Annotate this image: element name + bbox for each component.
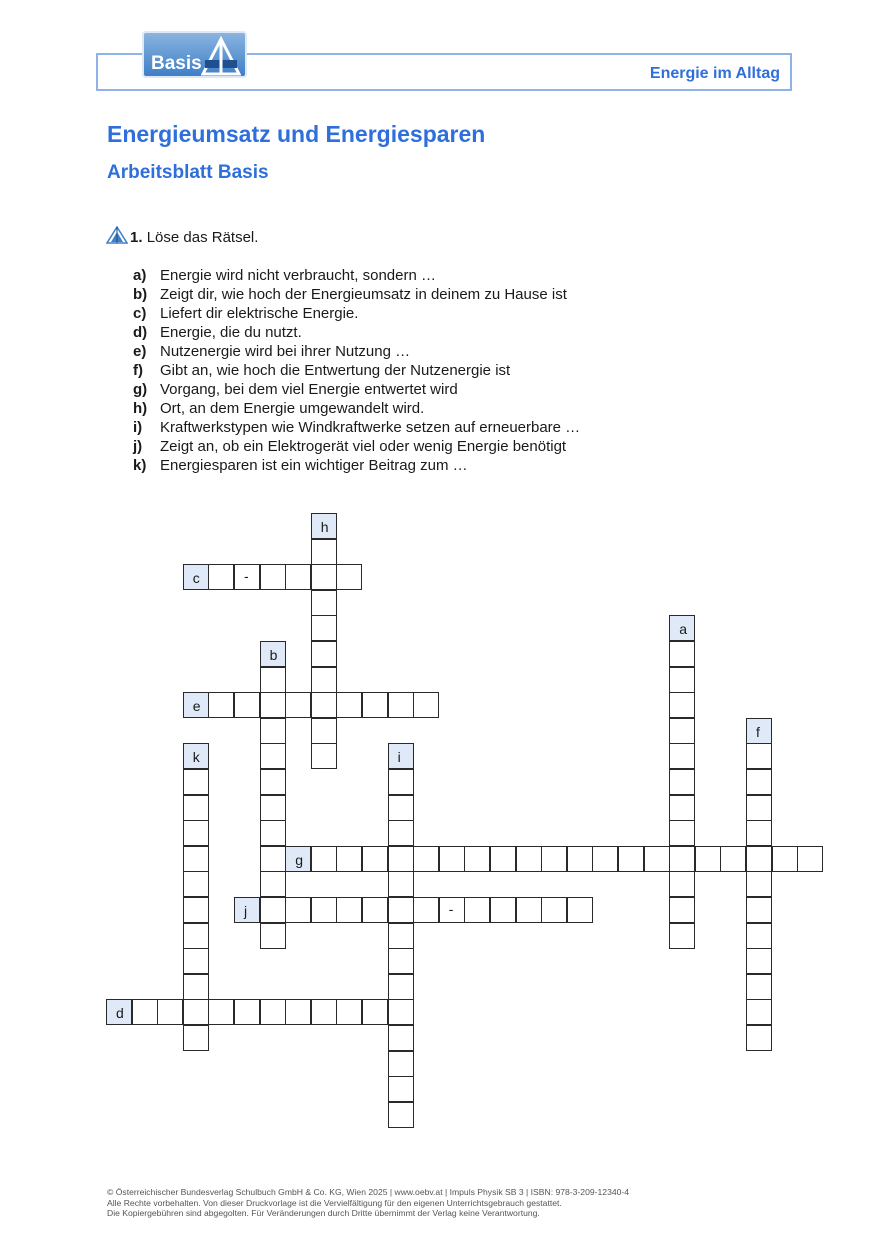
crossword-cell[interactable] [567,846,593,872]
crossword-cell[interactable] [516,846,542,872]
crossword-start-cell-h[interactable]: h [311,513,337,539]
crossword-start-cell-k[interactable]: k [183,743,209,769]
crossword-cell[interactable] [669,897,695,923]
crossword-cell[interactable] [567,897,593,923]
crossword-cell[interactable] [644,846,670,872]
crossword-cell[interactable] [260,718,286,744]
logo-text: Basis [151,53,202,74]
basis-logo [142,31,247,78]
crossword-cell[interactable] [260,795,286,821]
clue-text: Gibt an, wie hoch die Entwertung der Nutzenergie ist [160,362,511,379]
crossword-cell[interactable] [746,974,772,1000]
crossword-cell[interactable] [285,897,311,923]
crossword-cell[interactable] [695,846,721,872]
logo-triangle-icon [201,36,241,76]
crossword-cell[interactable] [388,846,414,872]
crossword-cell[interactable] [388,948,414,974]
crossword-cell[interactable] [234,999,260,1025]
crossword-cell[interactable] [183,820,209,846]
copyright-footer [107,1187,629,1219]
crossword-cell[interactable] [797,846,823,872]
crossword-cell[interactable] [311,641,337,667]
crossword-start-cell-f[interactable]: f [746,718,772,744]
crossword-cell[interactable] [183,999,209,1025]
crossword-cell[interactable] [311,999,337,1025]
crossword-cell[interactable] [464,897,490,923]
crossword-cell[interactable] [746,769,772,795]
crossword-cell[interactable] [669,871,695,897]
page-subtitle: Arbeitsblatt Basis [107,162,269,183]
crossword-start-cell-d[interactable]: d [106,999,132,1025]
clue-text: Ort, an dem Energie umgewandelt wird. [160,400,425,417]
clue-item [133,361,580,380]
crossword-cell[interactable] [388,795,414,821]
crossword-cell[interactable] [285,692,311,718]
clue-letter: c) [133,305,147,322]
footer-line: Die Kopiergebühren sind abgegolten. Für Veränderungen durch Dritte übernimmt der Verlag keine Verantwortung. [107,1208,540,1218]
crossword-cell[interactable] [720,846,746,872]
crossword-dash-cell[interactable]: - [439,897,465,923]
crossword-cell[interactable] [260,846,286,872]
crossword-cell[interactable] [388,897,414,923]
crossword-cell[interactable] [388,820,414,846]
crossword-cell[interactable] [516,897,542,923]
clue-item [133,399,580,418]
crossword-cell[interactable] [669,820,695,846]
crossword-cell[interactable] [260,692,286,718]
crossword-cell[interactable] [183,1025,209,1051]
clue-text: Zeigt an, ob ein Elektrogerät viel oder wenig Energie benötigt [160,438,567,455]
crossword-cell[interactable] [669,641,695,667]
clue-item [133,342,580,361]
crossword-cell[interactable] [388,871,414,897]
crossword-cell[interactable] [183,948,209,974]
clue-letter: j) [133,438,143,455]
crossword-cell[interactable] [490,897,516,923]
crossword-cell[interactable] [541,846,567,872]
crossword-cell[interactable] [362,692,388,718]
crossword-cell[interactable] [669,667,695,693]
crossword-cell[interactable] [234,692,260,718]
crossword-start-cell-a[interactable]: a [669,615,695,641]
crossword-cell[interactable] [285,999,311,1025]
crossword-cell[interactable] [157,999,183,1025]
crossword-start-cell-e[interactable]: e [183,692,209,718]
crossword-cell[interactable] [772,846,798,872]
crossword-cell[interactable] [183,974,209,1000]
crossword-cell[interactable] [362,999,388,1025]
crossword-cell[interactable] [183,897,209,923]
clue-item [133,285,580,304]
crossword-start-cell-c[interactable]: c [183,564,209,590]
clue-item [133,304,580,323]
crossword-cell[interactable] [746,846,772,872]
crossword-cell[interactable] [746,948,772,974]
crossword-cell[interactable] [669,923,695,949]
crossword-cell[interactable] [362,846,388,872]
crossword-start-cell-i[interactable]: i [388,743,414,769]
clue-letter: g) [133,381,148,398]
clue-letter: i) [133,419,143,436]
crossword-cell[interactable] [439,846,465,872]
crossword-cell[interactable] [311,590,337,616]
crossword-cell[interactable] [388,1102,414,1128]
crossword-cell[interactable] [388,1025,414,1051]
crossword-cell[interactable] [208,564,234,590]
clue-item [133,437,580,456]
crossword-cell[interactable] [669,795,695,821]
crossword-dash-cell[interactable]: - [234,564,260,590]
crossword-cell[interactable] [260,564,286,590]
clue-list [133,266,580,475]
crossword-cell[interactable] [260,820,286,846]
clue-letter: f) [133,362,143,379]
crossword-cell[interactable] [746,871,772,897]
level-triangle-icon [106,226,128,244]
crossword-cell[interactable] [413,897,439,923]
task-text: Löse das Rätsel. [146,229,259,246]
crossword-cell[interactable] [260,743,286,769]
clue-letter: b) [133,286,148,303]
crossword-cell[interactable] [362,897,388,923]
crossword-cell[interactable] [260,923,286,949]
clue-item [133,456,580,475]
clue-item [133,266,580,285]
crossword-cell[interactable] [260,769,286,795]
crossword-start-cell-j[interactable]: j [234,897,260,923]
crossword-cell[interactable] [311,615,337,641]
crossword-cell[interactable] [260,667,286,693]
crossword-cell[interactable] [746,1025,772,1051]
crossword-cell[interactable] [260,871,286,897]
crossword-cell[interactable] [311,539,337,565]
crossword-cell[interactable] [746,999,772,1025]
clue-letter: h) [133,400,148,417]
crossword-cell[interactable] [208,999,234,1025]
crossword-cell[interactable] [746,820,772,846]
task-instruction [130,229,258,246]
crossword-start-cell-b[interactable]: b [260,641,286,667]
crossword-cell[interactable] [669,718,695,744]
clue-text: Vorgang, bei dem viel Energie entwertet wird [160,381,458,398]
clue-letter: a) [133,267,147,284]
crossword-cell[interactable] [388,692,414,718]
clue-text: Kraftwerkstypen wie Windkraftwerke setzen auf erneuerbare … [160,419,581,436]
crossword-cell[interactable] [311,743,337,769]
clue-text: Energie wird nicht verbraucht, sondern … [160,267,436,284]
crossword-cell[interactable] [183,769,209,795]
crossword-cell[interactable] [336,692,362,718]
crossword-cell[interactable] [260,999,286,1025]
crossword-cell[interactable] [208,692,234,718]
crossword-cell[interactable] [336,897,362,923]
crossword-cell[interactable] [183,871,209,897]
crossword-cell[interactable] [260,897,286,923]
crossword-cell[interactable] [746,897,772,923]
crossword-cell[interactable] [464,846,490,872]
section-title: Energie im Alltag [649,65,780,82]
crossword-cell[interactable] [311,897,337,923]
crossword-cell[interactable] [311,692,337,718]
crossword-cell[interactable] [746,923,772,949]
clue-text: Nutzenergie wird bei ihrer Nutzung … [160,343,411,360]
crossword-cell[interactable] [618,846,644,872]
crossword-cell[interactable] [592,846,618,872]
clue-text: Energie, die du nutzt. [160,324,302,341]
crossword-cell[interactable] [388,1051,414,1077]
crossword-cell[interactable] [413,692,439,718]
crossword-cell[interactable] [183,923,209,949]
crossword-cell[interactable] [183,795,209,821]
footer-line: © Österreichischer Bundesverlag Schulbuch GmbH & Co. KG, Wien 2025 | www.oebv.at | Impuls Physik SB 3 | ISBN: 978-3-209-12340-4 [107,1187,630,1197]
crossword-cell[interactable] [336,999,362,1025]
crossword-cell[interactable] [336,564,362,590]
crossword-cell[interactable] [311,718,337,744]
crossword-cell[interactable] [413,846,439,872]
crossword-cell[interactable] [388,1076,414,1102]
crossword-cell[interactable] [669,743,695,769]
crossword-cell[interactable] [746,795,772,821]
crossword-cell[interactable] [311,564,337,590]
crossword-cell[interactable] [388,974,414,1000]
crossword-cell[interactable] [541,897,567,923]
clue-letter: d) [133,324,148,341]
crossword-cell[interactable] [285,564,311,590]
clue-letter: e) [133,343,147,360]
page-title: Energieumsatz und Energiesparen [107,121,486,147]
clue-item [133,418,580,437]
clue-text: Energiesparen ist ein wichtiger Beitrag zum … [160,457,468,474]
crossword-cell[interactable] [311,667,337,693]
task-number: 1. [130,229,143,246]
crossword-cell[interactable] [183,846,209,872]
crossword-cell[interactable] [388,923,414,949]
crossword-start-cell-g[interactable]: g [285,846,311,872]
clue-letter: k) [133,457,147,474]
clue-text: Zeigt dir, wie hoch der Energieumsatz in deinem zu Hause ist [160,286,567,303]
crossword-cell[interactable] [336,846,362,872]
clue-item [133,380,580,399]
crossword-cell[interactable] [746,743,772,769]
crossword-cell[interactable] [669,692,695,718]
crossword-cell[interactable] [132,999,158,1025]
crossword-cell[interactable] [388,769,414,795]
clue-text: Liefert dir elektrische Energie. [160,305,359,322]
crossword-cell[interactable] [669,846,695,872]
crossword-cell[interactable] [490,846,516,872]
clue-item [133,323,580,342]
crossword-cell[interactable] [388,999,414,1025]
crossword-cell[interactable] [311,846,337,872]
crossword-cell[interactable] [669,769,695,795]
footer-line: Alle Rechte vorbehalten. Von dieser Druckvorlage ist die Vervielfältigung für den eigenen Unterrichtsgebrauch gestattet. [107,1197,562,1208]
